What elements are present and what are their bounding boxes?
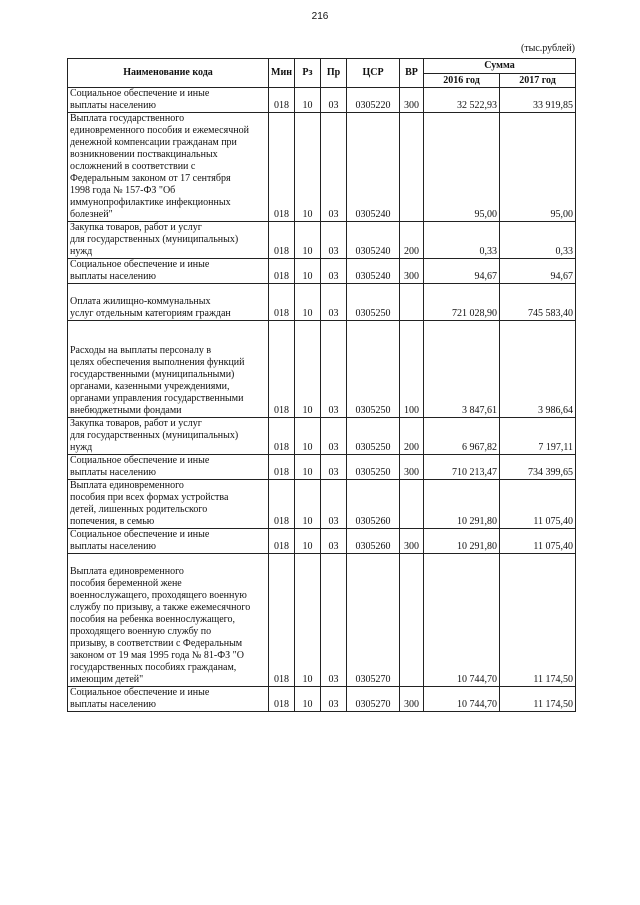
table-row [68,480,576,529]
header-rz: Рз [295,59,321,88]
row-min: 018 [269,259,295,284]
row-vr: 300 [400,88,424,113]
row-amount-2017: 11 075,40 [500,529,576,554]
row-name: Закупка товаров, работ и услуг для государственных (муниципальных) нужд [68,418,269,455]
row-amount-2017: 745 583,40 [500,284,576,321]
header-pr: Пр [321,59,347,88]
row-name: Социальное обеспечение и иные выплаты населению [68,259,269,284]
row-name: Расходы на выплаты персоналу в целях обеспечения выполнения функций государственными (муниципальными) органами, казенными учреждениями, органами управления государственными внебюджетными фондами [68,321,269,418]
row-vr [400,284,424,321]
row-csr: 0305250 [347,321,400,418]
row-amount-2017: 94,67 [500,259,576,284]
header-sum: Сумма [424,59,576,74]
row-amount-2016: 721 028,90 [424,284,500,321]
row-csr: 0305220 [347,88,400,113]
row-pr: 03 [321,113,347,222]
page-number: 216 [311,11,329,22]
row-amount-2016: 10 291,80 [424,529,500,554]
row-name: Социальное обеспечение и иные выплаты населению [68,687,269,712]
row-amount-2016: 10 291,80 [424,480,500,529]
row-vr [400,113,424,222]
row-vr: 300 [400,455,424,480]
row-amount-2016: 6 967,82 [424,418,500,455]
row-amount-2017: 3 986,64 [500,321,576,418]
row-name: Выплата единовременного пособия при всех формах устройства детей, лишенных родительского попечения, в семью [68,480,269,529]
row-csr: 0305250 [347,284,400,321]
row-amount-2017: 11 174,50 [500,554,576,687]
row-vr: 200 [400,222,424,259]
row-rz: 10 [295,480,321,529]
header-csr: ЦСР [347,59,400,88]
row-pr: 03 [321,222,347,259]
row-min: 018 [269,284,295,321]
row-amount-2016: 10 744,70 [424,554,500,687]
row-rz: 10 [295,687,321,712]
row-csr: 0305270 [347,687,400,712]
table-row [68,284,576,321]
row-vr: 200 [400,418,424,455]
row-min: 018 [269,88,295,113]
row-vr: 300 [400,687,424,712]
row-rz: 10 [295,113,321,222]
row-amount-2017: 734 399,65 [500,455,576,480]
row-vr: 300 [400,529,424,554]
header-2017: 2017 год [500,74,576,88]
header-name: Наименование кода [68,59,269,88]
row-csr: 0305240 [347,259,400,284]
table-row [68,418,576,455]
row-name: Социальное обеспечение и иные выплаты населению [68,88,269,113]
row-vr [400,480,424,529]
row-pr: 03 [321,455,347,480]
row-vr: 300 [400,259,424,284]
row-csr: 0305240 [347,113,400,222]
row-pr: 03 [321,259,347,284]
row-amount-2017: 33 919,85 [500,88,576,113]
row-amount-2016: 0,33 [424,222,500,259]
row-vr [400,554,424,687]
header-min: Мин [269,59,295,88]
row-amount-2017: 0,33 [500,222,576,259]
table-header [68,59,576,88]
row-min: 018 [269,529,295,554]
row-csr: 0305270 [347,554,400,687]
row-pr: 03 [321,284,347,321]
row-amount-2016: 10 744,70 [424,687,500,712]
table-row [68,687,576,712]
row-pr: 03 [321,418,347,455]
row-rz: 10 [295,284,321,321]
row-amount-2016: 32 522,93 [424,88,500,113]
row-csr: 0305260 [347,529,400,554]
header-2016: 2016 год [424,74,500,88]
table-row [68,321,576,418]
row-amount-2016: 3 847,61 [424,321,500,418]
row-pr: 03 [321,529,347,554]
table-row [68,554,576,687]
row-min: 018 [269,113,295,222]
row-amount-2017: 95,00 [500,113,576,222]
row-rz: 10 [295,321,321,418]
row-name: Социальное обеспечение и иные выплаты населению [68,529,269,554]
row-csr: 0305240 [347,222,400,259]
row-amount-2016: 95,00 [424,113,500,222]
row-pr: 03 [321,554,347,687]
row-rz: 10 [295,88,321,113]
row-min: 018 [269,418,295,455]
row-csr: 0305250 [347,418,400,455]
table-row [68,88,576,113]
table-row [68,529,576,554]
table-row [68,259,576,284]
row-rz: 10 [295,222,321,259]
row-name: Социальное обеспечение и иные выплаты населению [68,455,269,480]
row-name: Оплата жилищно-коммунальных услуг отдельным категориям граждан [68,284,269,321]
units-label: (тыс.рублей) [520,43,575,54]
row-rz: 10 [295,418,321,455]
table-row [68,113,576,222]
row-min: 018 [269,222,295,259]
budget-table [67,58,576,712]
row-pr: 03 [321,321,347,418]
row-rz: 10 [295,554,321,687]
row-amount-2016: 710 213,47 [424,455,500,480]
row-min: 018 [269,480,295,529]
row-pr: 03 [321,88,347,113]
row-amount-2017: 11 174,50 [500,687,576,712]
row-csr: 0305260 [347,480,400,529]
row-name: Закупка товаров, работ и услуг для государственных (муниципальных) нужд [68,222,269,259]
row-vr: 100 [400,321,424,418]
row-min: 018 [269,687,295,712]
table-row [68,455,576,480]
row-amount-2016: 94,67 [424,259,500,284]
row-pr: 03 [321,480,347,529]
row-rz: 10 [295,259,321,284]
row-rz: 10 [295,529,321,554]
row-name: Выплата государственного единовременного пособия и ежемесячной денежной компенсации гражданам при возникновении поствакцинальных осложнений в соответствии с Федеральным законом от 17 сентября 1998 года № 157-ФЗ "Об иммунопрофилактике инфекционных болезней" [68,113,269,222]
row-amount-2017: 11 075,40 [500,480,576,529]
row-name: Выплата единовременного пособия беременной жене военнослужащего, проходящего военную службу по призыву, а также ежемесячного пособия на ребенка военнослужащего, проходящего военную службу по призыву, в соответствии с Федеральным законом от 19 мая 1995 года № 81-ФЗ "О государственных пособиях гражданам, имеющим детей" [68,554,269,687]
row-min: 018 [269,455,295,480]
row-rz: 10 [295,455,321,480]
row-csr: 0305250 [347,455,400,480]
table-body [68,88,576,712]
header-vr: ВР [400,59,424,88]
row-min: 018 [269,321,295,418]
table-row [68,222,576,259]
row-amount-2017: 7 197,11 [500,418,576,455]
row-min: 018 [269,554,295,687]
row-pr: 03 [321,687,347,712]
